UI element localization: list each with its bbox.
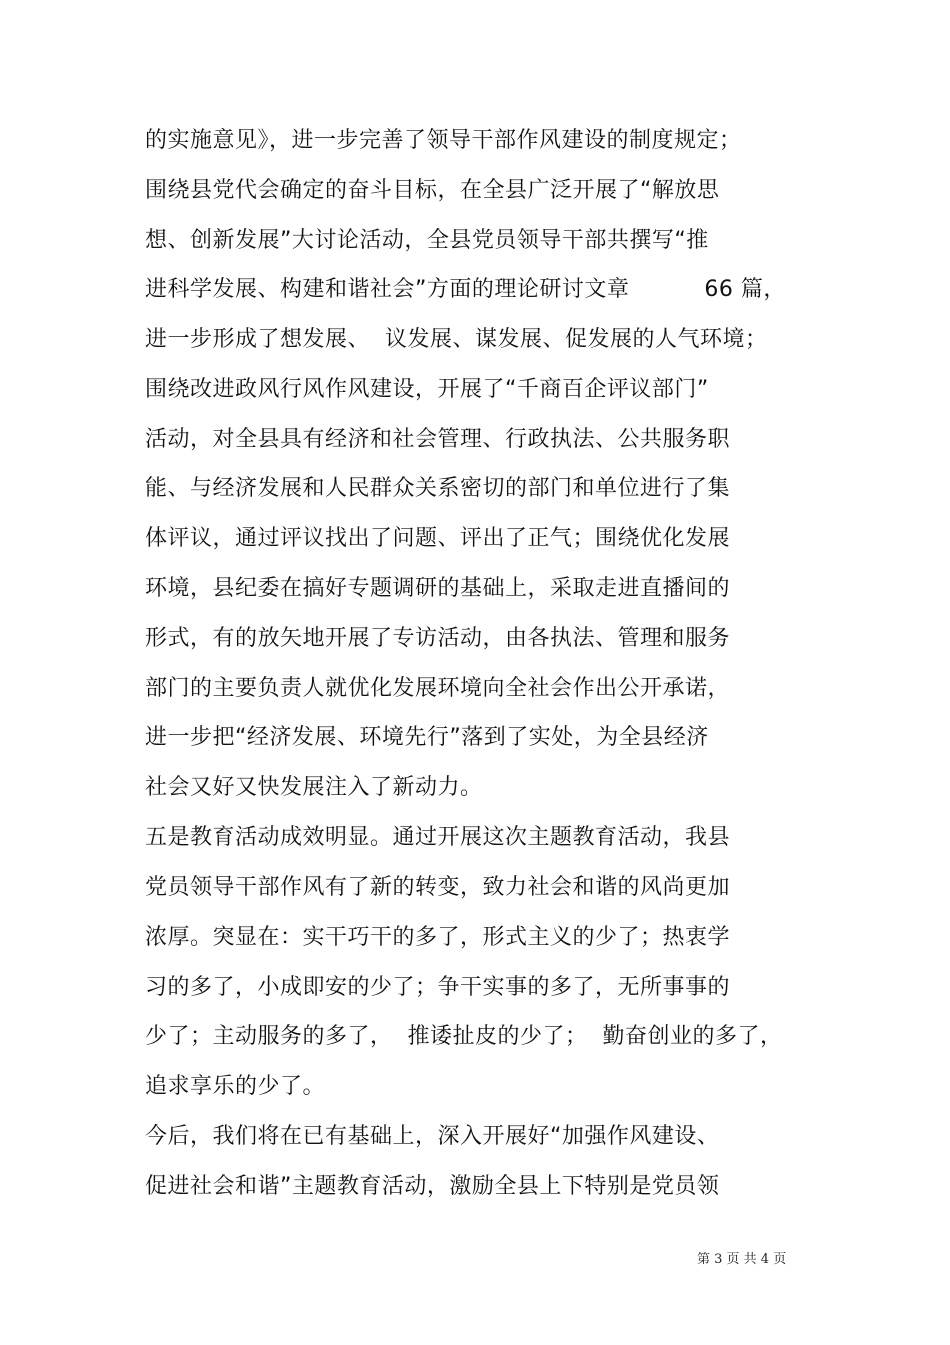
- body-line: 的实施意见》，进一步完善了领导干部作风建设的制度规定；: [145, 128, 742, 153]
- body-line: 围绕改进政风行风作风建设，开展了“千商百企评议部门”: [145, 377, 709, 402]
- body-line: 少了；主动服务的多了， 推诿扯皮的少了； 勤奋创业的多了，: [145, 1024, 783, 1049]
- body-line: 习的多了，小成即安的少了；争干实事的多了，无所事事的: [145, 975, 731, 1000]
- body-line: 社会又好又快发展注入了新动力。: [145, 775, 483, 800]
- body-line: 围绕县党代会确定的奋斗目标，在全县广泛开展了“解放思: [145, 178, 720, 203]
- body-line: 党员领导干部作风有了新的转变，致力社会和谐的风尚更加: [145, 875, 731, 900]
- body-line: 体评议，通过评议找出了问题、评出了正气；围绕优化发展: [145, 526, 731, 551]
- body-line: 今后，我们将在已有基础上，深入开展好“加强作风建设、: [145, 1124, 720, 1149]
- body-line: 五是教育活动成效明显。通过开展这次主题教育活动，我县: [145, 825, 731, 850]
- body-line: 进一步形成了想发展、 议发展、谋发展、促发展的人气环境；: [145, 327, 768, 352]
- body-line: 追求享乐的少了。: [145, 1074, 326, 1099]
- body-line: 浓厚。突显在：实干巧干的多了，形式主义的少了；热衷学: [145, 925, 731, 950]
- page-number-footer: 第 3 页 共 4 页: [697, 1252, 787, 1267]
- body-line: 能、与经济发展和人民群众关系密切的部门和单位进行了集: [145, 476, 731, 501]
- body-line: 想、创新发展”大讨论活动，全县党员领导干部共撰写“推: [145, 228, 709, 253]
- body-line: 促进社会和谐”主题教育活动，激励全县上下特别是党员领: [145, 1174, 720, 1199]
- body-line: 形式，有的放矢地开展了专访活动，由各执法、管理和服务: [145, 626, 731, 651]
- body-line: 活动，对全县具有经济和社会管理、行政执法、公共服务职: [145, 427, 731, 452]
- body-line: 进一步把“经济发展、环境先行”落到了实处，为全县经济: [145, 725, 709, 750]
- body-line: 环境，县纪委在搞好专题调研的基础上，采取走进直播间的: [145, 576, 731, 601]
- body-line: 进科学发展、构建和谐社会”方面的理论研讨文章 66 篇，: [145, 277, 786, 302]
- body-line: 部门的主要负责人就优化发展环境向全社会作出公开承诺，: [145, 676, 731, 701]
